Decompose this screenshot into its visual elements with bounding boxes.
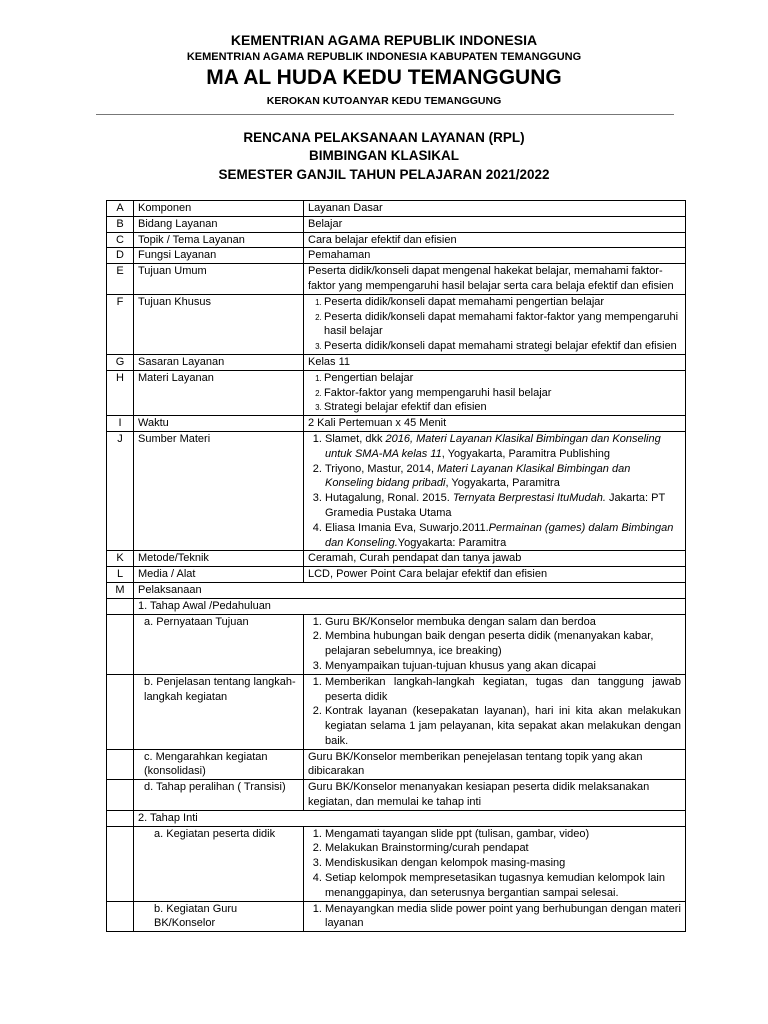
kegiatan-peserta-list xyxy=(308,827,681,901)
row-pelaksanaan xyxy=(107,582,686,598)
row-kegiatan-guru xyxy=(107,901,686,932)
kegiatan-guru-list xyxy=(308,902,681,932)
doc-subtitle: BIMBINGAN KLASIKAL xyxy=(309,148,459,163)
row-value: Kelas 11 xyxy=(304,354,686,370)
row-mengarahkan xyxy=(107,749,686,780)
row-komponen xyxy=(107,201,686,217)
row-materi xyxy=(107,370,686,415)
step-label: c. Mengarahkan kegiatan (konsolidasi) xyxy=(134,749,304,780)
row-kegiatan-peserta xyxy=(107,826,686,901)
row-value: Layanan Dasar xyxy=(304,201,686,217)
source-author: Triyono, Mastur, 2014, xyxy=(325,462,438,475)
list-item: 3. Menyampaikan tujuan-tujuan khusus yang akan dicapai xyxy=(325,659,681,674)
row-letter: F xyxy=(107,294,134,354)
ministry-regency-heading: KEMENTRIAN AGAMA REPUBLIK INDONESIA KABUPATEN TEMANGGUNG xyxy=(186,51,582,63)
empty-cell xyxy=(107,749,134,780)
row-label: Pelaksanaan xyxy=(134,582,686,598)
step-label: a. Pernyataan Tujuan xyxy=(134,614,304,674)
pernyataan-tujuan-list xyxy=(308,615,681,674)
source-author: Eliasa Imania Eva, Suwarjo.2011. xyxy=(325,521,489,534)
row-tahap-awal xyxy=(107,598,686,614)
row-sumber xyxy=(107,431,686,550)
source-title: Materi Layanan Klasikal Bimbingan dan Konseling bidang pribadi xyxy=(325,462,631,490)
row-value xyxy=(304,294,686,354)
source-item xyxy=(325,432,681,462)
tujuan-khusus-list xyxy=(308,295,681,354)
list-item: 2. Melakukan Brainstorming/curah pendapat xyxy=(325,841,681,856)
row-fungsi xyxy=(107,248,686,264)
list-item: 3. Strategi belajar efektif dan efisien xyxy=(324,400,681,415)
list-item: 1. Peserta didik/konseli dapat memahami pengertian belajar xyxy=(324,295,681,310)
sumber-list xyxy=(308,432,681,550)
doc-title: RENCANA PELAKSANAAN LAYANAN (RPL) xyxy=(243,130,525,145)
step-value: Guru BK/Konselor memberikan penejelasan tentang topik yang akan dibicarakan xyxy=(304,749,686,780)
row-label: Waktu xyxy=(134,416,304,432)
row-value: Cara belajar efektif dan efisien xyxy=(304,232,686,248)
row-letter: G xyxy=(107,354,134,370)
source-title: 2016, Materi Layanan Klasikal Bimbingan dan Konseling untuk SMA-MA kelas 11 xyxy=(325,432,661,460)
step-value xyxy=(304,826,686,901)
list-item: 2. Faktor-faktor yang mempengaruhi hasil belajar xyxy=(324,386,681,401)
source-title: Ternyata Berprestasi ItuMudah. xyxy=(452,492,606,505)
empty-cell xyxy=(107,598,134,614)
ministry-heading: KEMENTRIAN AGAMA REPUBLIK INDONESIA xyxy=(230,32,538,48)
row-value: 2 Kali Pertemuan x 45 Menit xyxy=(304,416,686,432)
stage-heading: 1. Tahap Awal /Pedahuluan xyxy=(134,598,686,614)
row-penjelasan-langkah xyxy=(107,674,686,749)
row-letter: J xyxy=(107,431,134,550)
row-peralihan xyxy=(107,780,686,811)
row-letter: H xyxy=(107,370,134,415)
row-value: Belajar xyxy=(304,216,686,232)
row-label: Tujuan Umum xyxy=(134,264,304,295)
row-tahap-inti xyxy=(107,810,686,826)
source-item xyxy=(325,462,681,492)
row-label: Metode/Teknik xyxy=(134,551,304,567)
row-label: Media / Alat xyxy=(134,567,304,583)
list-item: 3. Mendiskusikan dengan kelompok masing-masing xyxy=(325,856,681,871)
row-letter: A xyxy=(107,201,134,217)
step-value xyxy=(304,614,686,674)
doc-semester: SEMESTER GANJIL TAHUN PELAJARAN 2021/2022 xyxy=(218,167,550,182)
row-label: Bidang Layanan xyxy=(134,216,304,232)
source-item xyxy=(325,521,681,551)
materi-list xyxy=(308,371,681,415)
source-publisher: , Yogyakarta, Paramitra Publishing xyxy=(441,447,610,460)
row-label: Topik / Tema Layanan xyxy=(134,232,304,248)
row-letter: M xyxy=(107,582,134,598)
row-pernyataan-tujuan xyxy=(107,614,686,674)
empty-cell xyxy=(107,826,134,901)
row-label: Fungsi Layanan xyxy=(134,248,304,264)
row-label: Sumber Materi xyxy=(134,431,304,550)
row-letter: C xyxy=(107,232,134,248)
row-value: Peserta didik/konseli dapat mengenal hakekat belajar, memahami faktor-faktor yang mempengaruhi hasil belajar serta cara belaja efektif dan efisien xyxy=(304,264,686,295)
list-item: 1. Memberikan langkah-langkah kegiatan, tugas dan tanggung jawab peserta didik xyxy=(325,675,681,705)
list-item: 1. Mengamati tayangan slide ppt (tulisan, gambar, video) xyxy=(325,827,681,842)
row-value: LCD, Power Point Cara belajar efektif dan efisien xyxy=(304,567,686,583)
source-item xyxy=(325,491,681,521)
step-label: a. Kegiatan peserta didik xyxy=(134,826,304,901)
row-sasaran xyxy=(107,354,686,370)
step-label: b. Kegiatan Guru BK/Konselor xyxy=(134,901,304,932)
row-label: Komponen xyxy=(134,201,304,217)
list-item: 1. Menayangkan media slide power point yang berhubungan dengan materi layanan xyxy=(325,902,681,932)
list-item: 2. Membina hubungan baik dengan peserta didik (menanyakan kabar, pelajaran sebelumnya, ice breaking) xyxy=(325,629,681,659)
empty-cell xyxy=(107,901,134,932)
row-value xyxy=(304,431,686,550)
row-waktu xyxy=(107,416,686,432)
source-author: Hutagalung, Ronal. 2015. xyxy=(325,492,453,505)
rpl-table xyxy=(106,200,686,932)
empty-cell xyxy=(107,780,134,811)
step-label: d. Tahap peralihan ( Transisi) xyxy=(134,780,304,811)
list-item: 2. Kontrak layanan (kesepakatan layanan), hari ini kita akan melakukan kegiatan selama 1 jam pelayanan, kita sepakat akan melakukan dengan baik. xyxy=(325,704,681,748)
stage-heading: 2. Tahap Inti xyxy=(134,810,686,826)
source-publisher: , Yogyakarta, Paramitra xyxy=(445,477,560,490)
row-tujuan-umum xyxy=(107,264,686,295)
list-item: 1. Pengertian belajar xyxy=(324,371,681,386)
source-publisher: Jakarta: PT Gramedia Pustaka Utama xyxy=(325,492,666,519)
row-label: Sasaran Layanan xyxy=(134,354,304,370)
list-item: 1. Guru BK/Konselor membuka dengan salam dan berdoa xyxy=(325,615,681,630)
empty-cell xyxy=(107,674,134,749)
empty-cell xyxy=(107,614,134,674)
school-name: MA AL HUDA KEDU TEMANGGUNG xyxy=(206,66,562,89)
row-letter: D xyxy=(107,248,134,264)
source-title: Permainan (games) dalam Bimbingan dan Konseling. xyxy=(325,521,674,549)
row-letter: E xyxy=(107,264,134,295)
step-value xyxy=(304,901,686,932)
list-item: 4. Setiap kelompok mempresetasikan tugasnya kemudian kelompok lain menanggapinya, dan seterusnya bergantian sampai selesai. xyxy=(325,871,681,901)
row-value: Ceramah, Curah pendapat dan tanya jawab xyxy=(304,551,686,567)
source-publisher: Yogyakarta: Paramitra xyxy=(397,536,507,549)
school-address: KEROKAN KUTOANYAR KEDU TEMANGGUNG xyxy=(266,95,502,107)
row-label: Materi Layanan xyxy=(134,370,304,415)
row-letter: I xyxy=(107,416,134,432)
row-media xyxy=(107,567,686,583)
row-letter: K xyxy=(107,551,134,567)
step-value: Guru BK/Konselor menanyakan kesiapan peserta didik melaksanakan kegiatan, dan memulai ke tahap inti xyxy=(304,780,686,811)
step-label: b. Penjelasan tentang langkah-langkah kegiatan xyxy=(134,674,304,749)
letterhead-divider xyxy=(96,114,674,115)
row-letter: B xyxy=(107,216,134,232)
row-letter: L xyxy=(107,567,134,583)
row-tujuan-khusus xyxy=(107,294,686,354)
step-value xyxy=(304,674,686,749)
row-value: Pemahaman xyxy=(304,248,686,264)
row-value xyxy=(304,370,686,415)
row-topik xyxy=(107,232,686,248)
source-author: Slamet, dkk xyxy=(325,432,386,445)
empty-cell xyxy=(107,810,134,826)
row-bidang xyxy=(107,216,686,232)
penjelasan-list xyxy=(308,675,681,749)
list-item: 2. Peserta didik/konseli dapat memahami faktor-faktor yang mempengaruhi hasil belajar xyxy=(324,310,681,340)
list-item: 3. Peserta didik/konseli dapat memahami strategi belajar efektif dan efisien xyxy=(324,339,681,354)
row-metode xyxy=(107,551,686,567)
row-label: Tujuan Khusus xyxy=(134,294,304,354)
